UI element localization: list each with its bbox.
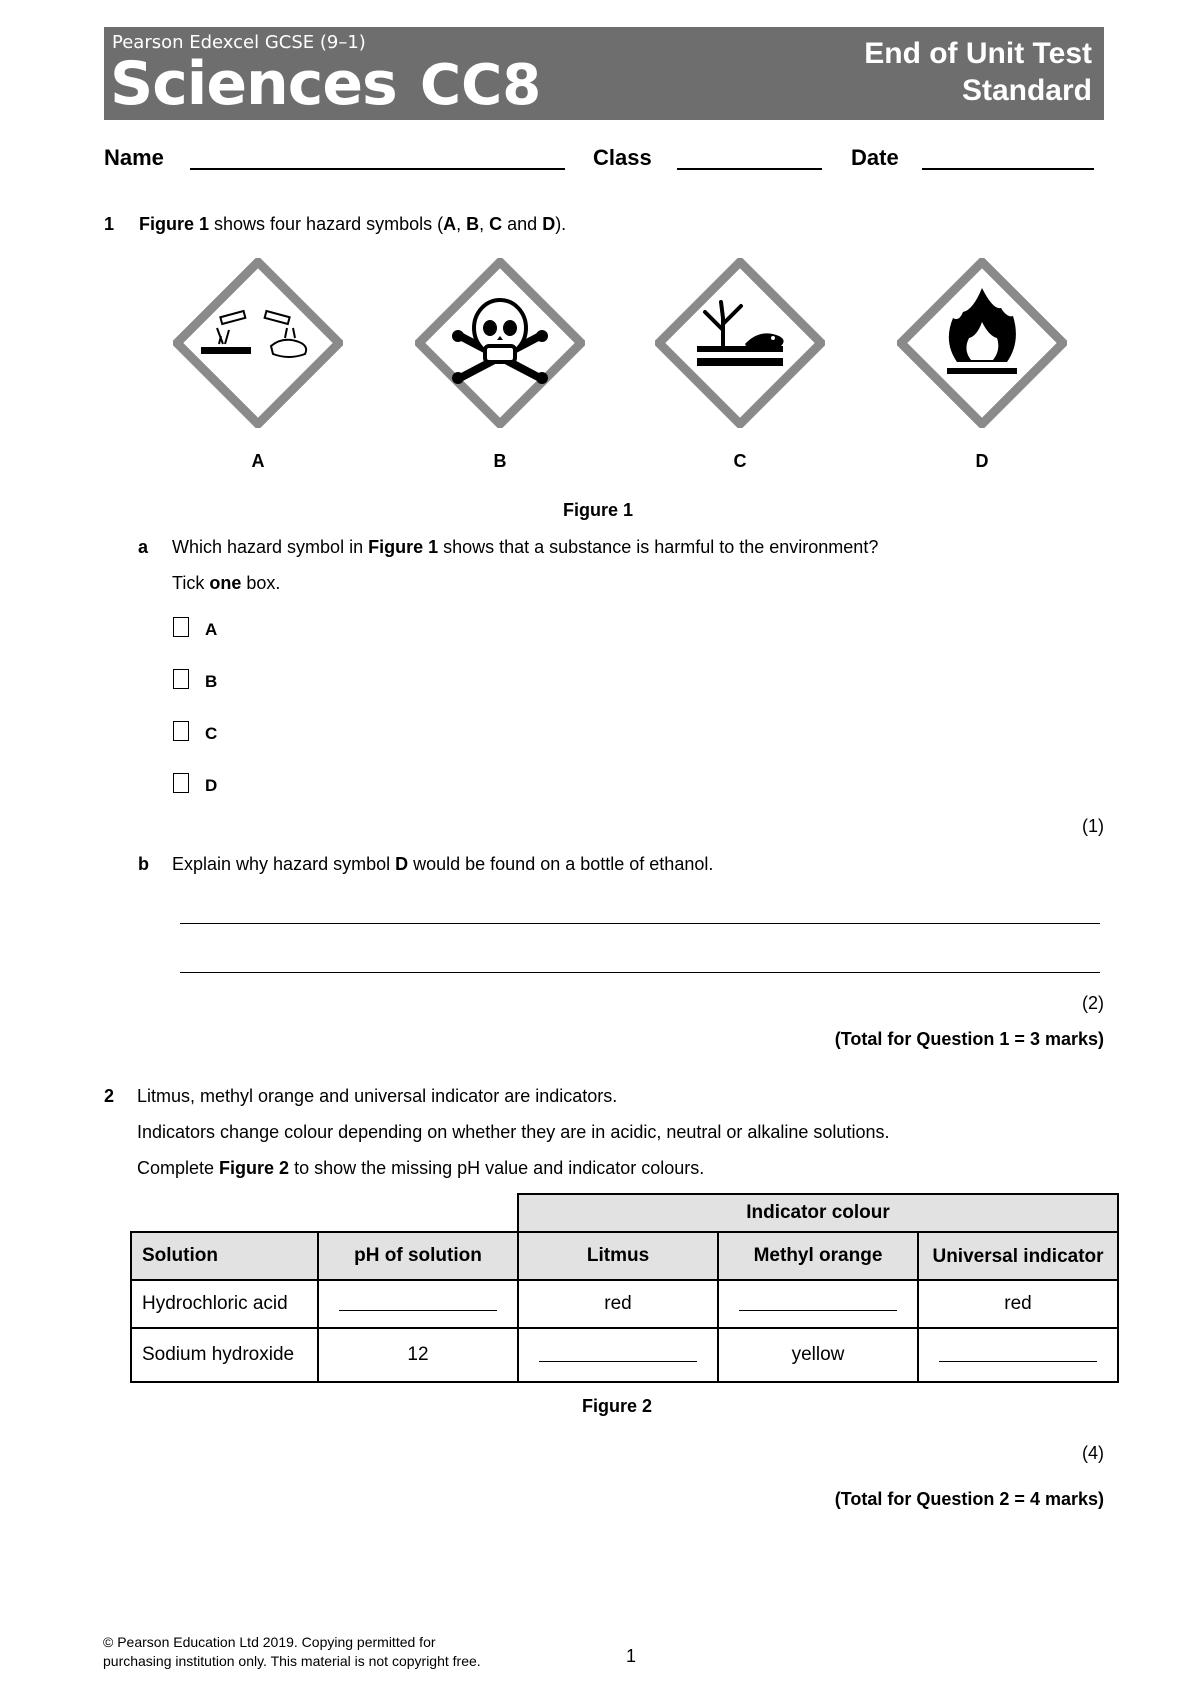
row-solution: Sodium hydroxide <box>131 1328 318 1382</box>
table-row <box>131 1328 1118 1382</box>
brand-title: Sciences <box>110 49 397 119</box>
indicator-table <box>130 1193 1119 1383</box>
indicator-colour-header: Indicator colour <box>518 1194 1118 1232</box>
tick-box-b[interactable] <box>173 669 189 689</box>
class-label: Class <box>593 145 652 170</box>
hazard-label-c: C <box>733 451 747 471</box>
page-number: 1 <box>626 1646 637 1666</box>
option-label-b: B <box>205 672 218 691</box>
header-ph: pH of solution <box>318 1232 518 1280</box>
blank-answer-cell[interactable] <box>318 1280 518 1328</box>
question-2-total: (Total for Question 2 = 4 marks) <box>834 1489 1104 1509</box>
question-2-line-1: Litmus, methyl orange and universal indicator are indicators. <box>137 1086 618 1106</box>
answer-line[interactable] <box>180 972 1100 973</box>
blank-answer-cell[interactable] <box>718 1280 918 1328</box>
part-a-question: Which hazard symbol in Figure 1 shows that a substance is harmful to the environment? <box>172 537 879 557</box>
figure-2-caption: Figure 2 <box>582 1396 653 1416</box>
question-2-line-3: Complete Figure 2 to show the missing pH value and indicator colours. <box>137 1158 705 1178</box>
environment-hazard-icon <box>655 258 825 428</box>
question-2-marks: (4) <box>1082 1443 1104 1463</box>
toxic-skull-icon <box>415 258 585 428</box>
answer-line[interactable] <box>180 923 1100 924</box>
hazard-label-d: D <box>975 451 989 471</box>
name-field[interactable] <box>190 168 565 170</box>
part-a-instruction: Tick one box. <box>172 573 281 593</box>
date-field[interactable] <box>922 168 1094 170</box>
part-a-marks: (1) <box>1082 816 1104 836</box>
tick-box-a[interactable] <box>173 617 189 637</box>
header-litmus: Litmus <box>518 1232 718 1280</box>
option-label-d: D <box>205 776 218 795</box>
blank-answer-cell[interactable] <box>918 1328 1118 1382</box>
question-number: 2 <box>104 1086 115 1106</box>
unit-code: CC8 <box>420 53 542 118</box>
class-field[interactable] <box>677 168 822 170</box>
tick-box-d[interactable] <box>173 773 189 793</box>
option-label-c: C <box>205 724 218 743</box>
tick-box-c[interactable] <box>173 721 189 741</box>
copyright-footer: © Pearson Education Ltd 2019. Copying permitted for purchasing institution only. This material is not copyright free. <box>103 1634 481 1669</box>
question-2-line-2: Indicators change colour depending on whether they are in acidic, neutral or alkaline solutions. <box>137 1122 890 1142</box>
methyl-orange-value: yellow <box>718 1328 918 1382</box>
header-methyl-orange: Methyl orange <box>718 1232 918 1280</box>
universal-value: red <box>918 1280 1118 1328</box>
test-title: End of Unit Test <box>864 37 1092 70</box>
header-solution: Solution <box>131 1232 318 1280</box>
litmus-value: red <box>518 1280 718 1328</box>
corrosive-icon <box>173 258 343 428</box>
table-row <box>131 1280 1118 1328</box>
brand-subtitle: Pearson Edexcel GCSE (9–1) <box>112 32 366 53</box>
question-number: 1 <box>104 214 115 234</box>
test-level: Standard <box>961 74 1092 107</box>
part-b-question: Explain why hazard symbol D would be found on a bottle of ethanol. <box>172 854 714 874</box>
header-banner <box>104 27 1104 120</box>
option-label-a: A <box>205 620 218 639</box>
hazard-label-a: A <box>251 451 265 471</box>
question-1-intro: Figure 1 shows four hazard symbols (A, B, C and D). <box>139 214 567 234</box>
date-label: Date <box>851 145 899 170</box>
hazard-label-b: B <box>493 451 507 471</box>
flammable-flame-icon <box>897 258 1067 428</box>
question-1-total: (Total for Question 1 = 3 marks) <box>834 1029 1104 1049</box>
part-b-marks: (2) <box>1082 993 1104 1013</box>
figure-1-caption: Figure 1 <box>563 500 634 520</box>
ph-value: 12 <box>318 1328 518 1382</box>
header-universal-indicator: Universal indicator <box>918 1232 1118 1280</box>
part-b-letter: b <box>138 854 149 874</box>
blank-answer-cell[interactable] <box>518 1328 718 1382</box>
part-a-letter: a <box>138 537 149 557</box>
name-label: Name <box>104 145 164 170</box>
row-solution: Hydrochloric acid <box>131 1280 318 1328</box>
